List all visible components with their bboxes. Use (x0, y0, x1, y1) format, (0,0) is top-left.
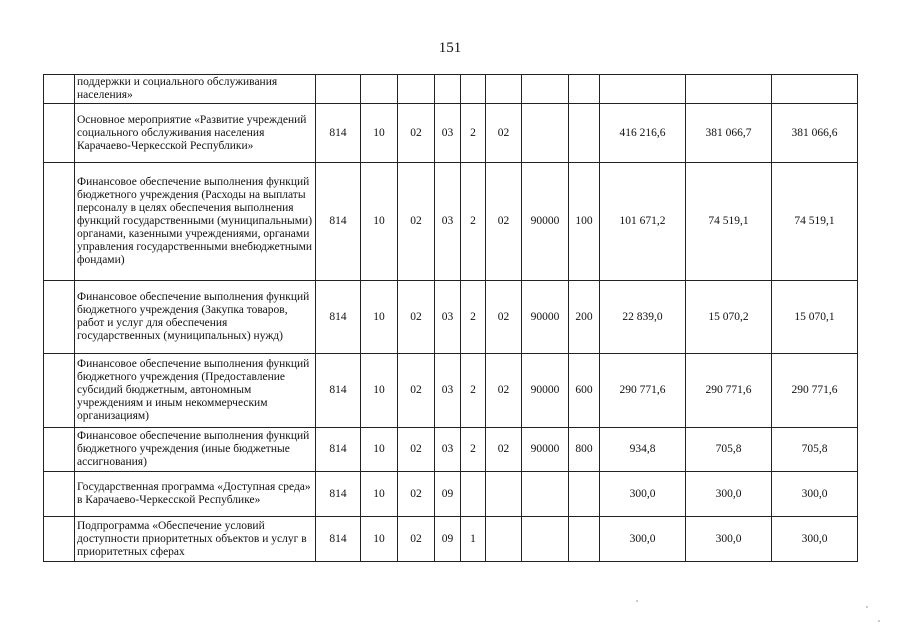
amount-year2-cell: 290 771,6 (686, 354, 772, 428)
description-cell: Основное мероприятие «Развитие учреждений социального обслуживания населения Карачаево-Черкесской Республики» (75, 104, 316, 163)
amount-year3-cell: 290 771,6 (772, 354, 858, 428)
row-marker-cell (44, 472, 75, 517)
section-code-cell: 10 (361, 428, 398, 472)
main-activity-code-cell: 02 (486, 104, 522, 163)
subprogram-code-cell (461, 75, 486, 104)
expense-type-code-cell (569, 472, 600, 517)
ministry-code-cell: 814 (316, 104, 361, 163)
main-activity-code-cell (486, 517, 522, 562)
table-row (44, 281, 858, 354)
amount-year3-cell (772, 75, 858, 104)
row-marker-cell (44, 281, 75, 354)
table-row (44, 428, 858, 472)
expense-type-code-cell: 100 (569, 163, 600, 281)
amount-year1-cell: 101 671,2 (600, 163, 686, 281)
amount-year1-cell: 416 216,6 (600, 104, 686, 163)
scan-speck (878, 620, 880, 622)
direction-code-cell (522, 104, 569, 163)
description-cell: Финансовое обеспечение выполнения функций бюджетного учреждения (Закупка товаров, работ и услуг для обеспечения государственных (муниципальных) нужд) (75, 281, 316, 354)
ministry-code-cell: 814 (316, 163, 361, 281)
description-cell: Подпрограмма «Обеспечение условий доступности приоритетных объектов и услуг в приоритетных сферах (75, 517, 316, 562)
amount-year3-cell: 300,0 (772, 517, 858, 562)
main-activity-code-cell: 02 (486, 163, 522, 281)
amount-year3-cell: 381 066,6 (772, 104, 858, 163)
row-marker-cell (44, 354, 75, 428)
subprogram-code-cell: 2 (461, 354, 486, 428)
subsection-code-cell: 02 (398, 163, 435, 281)
subsection-code-cell: 02 (398, 104, 435, 163)
main-activity-code-cell (486, 75, 522, 104)
section-code-cell: 10 (361, 354, 398, 428)
amount-year2-cell: 300,0 (686, 517, 772, 562)
amount-year2-cell: 300,0 (686, 472, 772, 517)
amount-year1-cell (600, 75, 686, 104)
program-code-cell: 03 (435, 163, 461, 281)
amount-year3-cell: 300,0 (772, 472, 858, 517)
direction-code-cell (522, 472, 569, 517)
direction-code-cell (522, 75, 569, 104)
subsection-code-cell: 02 (398, 517, 435, 562)
amount-year3-cell: 74 519,1 (772, 163, 858, 281)
subprogram-code-cell: 2 (461, 428, 486, 472)
amount-year2-cell: 74 519,1 (686, 163, 772, 281)
program-code-cell: 03 (435, 281, 461, 354)
ministry-code-cell: 814 (316, 472, 361, 517)
program-code-cell: 03 (435, 354, 461, 428)
amount-year3-cell: 15 070,1 (772, 281, 858, 354)
main-activity-code-cell: 02 (486, 428, 522, 472)
subsection-code-cell: 02 (398, 354, 435, 428)
program-code-cell: 03 (435, 104, 461, 163)
expense-type-code-cell (569, 75, 600, 104)
row-marker-cell (44, 517, 75, 562)
direction-code-cell: 90000 (522, 163, 569, 281)
subprogram-code-cell (461, 472, 486, 517)
amount-year1-cell: 290 771,6 (600, 354, 686, 428)
subprogram-code-cell: 2 (461, 281, 486, 354)
amount-year2-cell: 381 066,7 (686, 104, 772, 163)
row-marker-cell (44, 75, 75, 104)
amount-year2-cell: 15 070,2 (686, 281, 772, 354)
table-row (44, 517, 858, 562)
description-cell: Финансовое обеспечение выполнения функций бюджетного учреждения (Расходы на выплаты персоналу в целях обеспечения выполнения функций государственными (муниципальными) органами, казенными учреждениями, органами управления государственными внебюджетными фондами) (75, 163, 316, 281)
main-activity-code-cell: 02 (486, 281, 522, 354)
table-row (44, 354, 858, 428)
ministry-code-cell: 814 (316, 517, 361, 562)
section-code-cell: 10 (361, 517, 398, 562)
description-cell: Государственная программа «Доступная среда» в Карачаево-Черкесской Республике» (75, 472, 316, 517)
section-code-cell: 10 (361, 104, 398, 163)
expense-type-code-cell (569, 104, 600, 163)
subprogram-code-cell: 2 (461, 163, 486, 281)
scan-speck (636, 600, 638, 602)
program-code-cell: 09 (435, 472, 461, 517)
amount-year3-cell: 705,8 (772, 428, 858, 472)
direction-code-cell: 90000 (522, 428, 569, 472)
direction-code-cell: 90000 (522, 354, 569, 428)
description-cell: Финансовое обеспечение выполнения функций бюджетного учреждения (иные бюджетные ассигнования) (75, 428, 316, 472)
ministry-code-cell: 814 (316, 428, 361, 472)
description-cell: поддержки и социального обслуживания населения» (75, 75, 316, 104)
section-code-cell: 10 (361, 281, 398, 354)
amount-year2-cell: 705,8 (686, 428, 772, 472)
program-code-cell: 03 (435, 428, 461, 472)
subsection-code-cell (398, 75, 435, 104)
amount-year1-cell: 300,0 (600, 472, 686, 517)
program-code-cell: 09 (435, 517, 461, 562)
expense-type-code-cell: 600 (569, 354, 600, 428)
table-row (44, 163, 858, 281)
description-cell: Финансовое обеспечение выполнения функций бюджетного учреждения (Предоставление субсидий бюджетным, автономным учреждениям и иным некоммерческим организациям) (75, 354, 316, 428)
program-code-cell (435, 75, 461, 104)
subprogram-code-cell: 1 (461, 517, 486, 562)
expense-type-code-cell: 200 (569, 281, 600, 354)
subsection-code-cell: 02 (398, 428, 435, 472)
table-row (44, 75, 858, 104)
page-number: 151 (438, 40, 462, 56)
table-row (44, 472, 858, 517)
row-marker-cell (44, 428, 75, 472)
expense-type-code-cell: 800 (569, 428, 600, 472)
subprogram-code-cell: 2 (461, 104, 486, 163)
amount-year1-cell: 22 839,0 (600, 281, 686, 354)
ministry-code-cell (316, 75, 361, 104)
table-row (44, 104, 858, 163)
direction-code-cell: 90000 (522, 281, 569, 354)
main-activity-code-cell: 02 (486, 354, 522, 428)
section-code-cell (361, 75, 398, 104)
expense-type-code-cell (569, 517, 600, 562)
direction-code-cell (522, 517, 569, 562)
section-code-cell: 10 (361, 163, 398, 281)
ministry-code-cell: 814 (316, 354, 361, 428)
scan-speck (866, 606, 868, 608)
subsection-code-cell: 02 (398, 281, 435, 354)
amount-year1-cell: 934,8 (600, 428, 686, 472)
subsection-code-cell: 02 (398, 472, 435, 517)
ministry-code-cell: 814 (316, 281, 361, 354)
budget-table (43, 74, 858, 562)
row-marker-cell (44, 104, 75, 163)
amount-year1-cell: 300,0 (600, 517, 686, 562)
row-marker-cell (44, 163, 75, 281)
amount-year2-cell (686, 75, 772, 104)
main-activity-code-cell (486, 472, 522, 517)
section-code-cell: 10 (361, 472, 398, 517)
